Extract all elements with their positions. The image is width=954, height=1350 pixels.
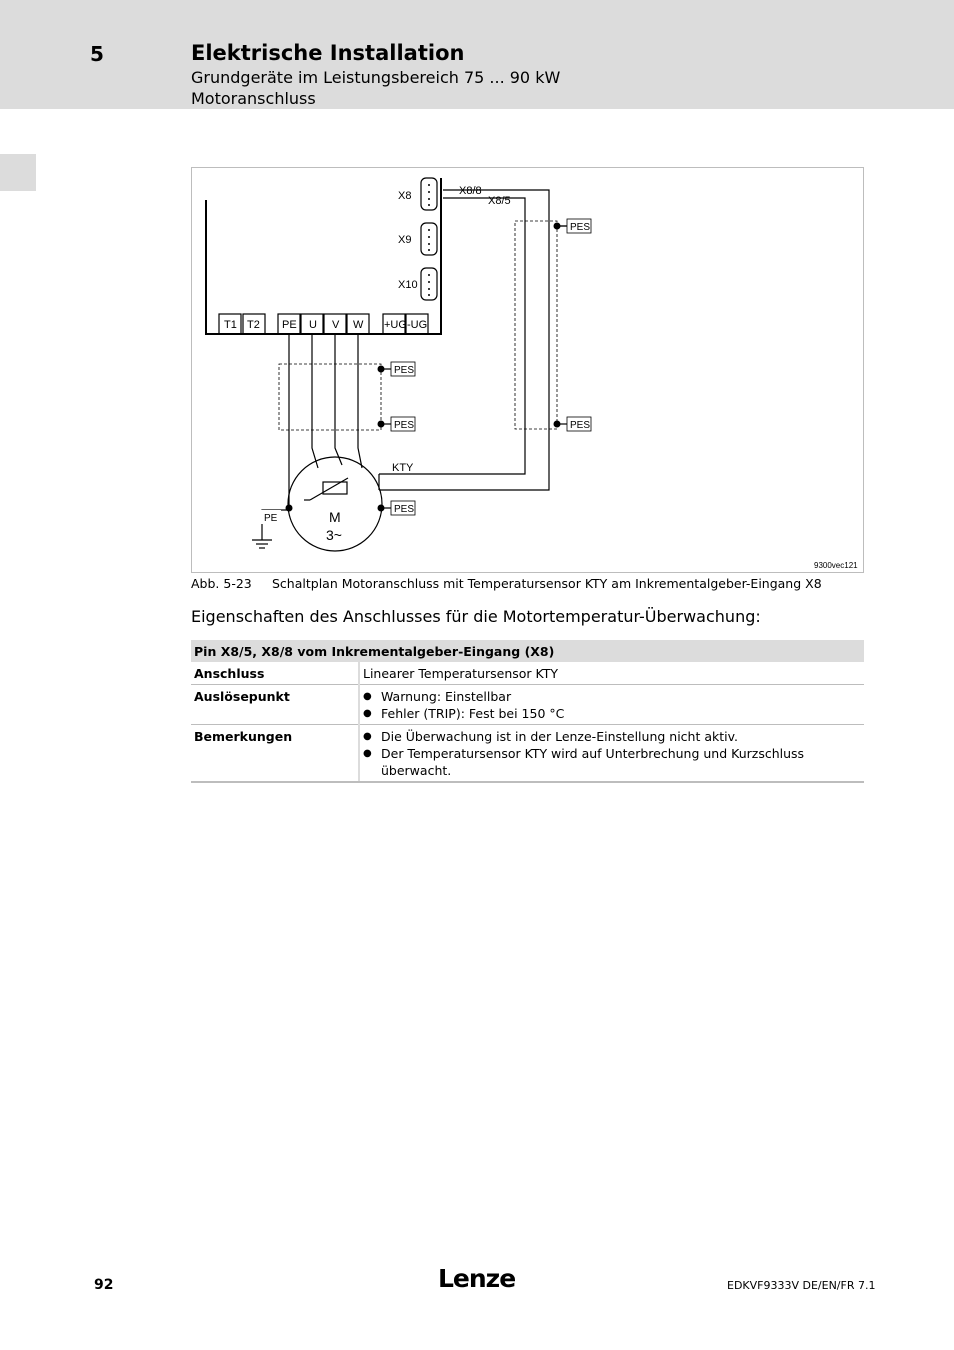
list-item-text: Der Temperatursensor KTY wird auf Unterbrechung und Kurzschluss überwacht.: [381, 746, 805, 778]
table-row: [191, 662, 864, 685]
table-row: [191, 685, 864, 725]
side-tab-marker: [0, 154, 36, 191]
row-label: Auslösepunkt: [191, 685, 359, 725]
page-number: 92: [94, 1277, 114, 1293]
connector-label-x8: X8: [398, 190, 412, 202]
list-item-text: Fehler (TRIP): Fest bei 150 °C: [381, 706, 565, 721]
bullet-icon: ●: [363, 691, 372, 702]
pes-label: PES: [570, 222, 591, 233]
bullet-icon: ●: [363, 748, 372, 759]
list-item: [363, 728, 861, 745]
wiring-diagram-svg: [192, 168, 865, 574]
table-header-row: [191, 640, 864, 662]
properties-table: [191, 640, 864, 783]
chapter-title: Elektrische Installation: [191, 41, 465, 65]
row-value: [359, 725, 864, 783]
row-value: Linearer Temperatursensor KTY: [359, 662, 864, 685]
pes-label: PES: [394, 365, 415, 376]
pin-label-x8-5: X8/5: [488, 195, 511, 207]
chapter-number: 5: [90, 42, 104, 66]
wiring-diagram: [191, 167, 864, 573]
document-id: EDKVF9333V DE/EN/FR 7.1: [727, 1279, 876, 1292]
terminal-t1: T1: [224, 319, 237, 331]
terminal-w: W: [353, 319, 364, 331]
terminal-plus-ug: +UG: [384, 319, 407, 331]
motor-label-phases: 3~: [326, 527, 342, 543]
list-item: [363, 688, 861, 705]
figure-caption: Schaltplan Motoranschluss mit Temperatursensor KTY am Inkrementalgeber-Eingang X8: [272, 576, 822, 591]
row-label: Anschluss: [191, 662, 359, 685]
connector-label-x9: X9: [398, 234, 412, 246]
page-header: [0, 0, 954, 109]
subtitle-motor-connection: Motoranschluss: [191, 89, 316, 108]
row-label: Bemerkungen: [191, 725, 359, 783]
row-value: [359, 685, 864, 725]
bullet-icon: ●: [363, 708, 372, 719]
bullet-icon: ●: [363, 731, 372, 742]
connector-label-x10: X10: [398, 279, 418, 291]
image-code: 9300vec121: [814, 561, 858, 570]
list-item: [363, 745, 861, 779]
kty-label: KTY: [392, 462, 414, 474]
terminal-t2: T2: [247, 319, 260, 331]
list-item: [363, 705, 861, 722]
list-item-text: Warnung: Einstellbar: [381, 689, 512, 704]
subtitle-power-range: Grundgeräte im Leistungsbereich 75 ... 90 kW: [191, 68, 561, 87]
pin-label-x8-8: X8/8: [459, 185, 482, 197]
motor-label-m: M: [329, 509, 341, 525]
ground-pe-label: PE: [264, 513, 278, 524]
pes-label: PES: [394, 420, 415, 431]
table-row: [191, 725, 864, 783]
list-item-text: Die Überwachung ist in der Lenze-Einstellung nicht aktiv.: [381, 729, 739, 744]
section-heading: Eigenschaften des Anschlusses für die Motortemperatur-Überwachung:: [191, 607, 761, 626]
figure-number: Abb. 5-23: [191, 576, 252, 591]
lenze-logo: Lenze: [438, 1264, 516, 1293]
terminal-u: U: [309, 319, 317, 331]
terminal-pe: PE: [282, 319, 297, 331]
pes-label: PES: [394, 504, 415, 515]
table-header: Pin X8/5, X8/8 vom Inkrementalgeber-Eingang (X8): [191, 640, 864, 662]
terminal-minus-ug: -UG: [407, 319, 428, 331]
terminal-v: V: [332, 319, 340, 331]
pes-label: PES: [570, 420, 591, 431]
